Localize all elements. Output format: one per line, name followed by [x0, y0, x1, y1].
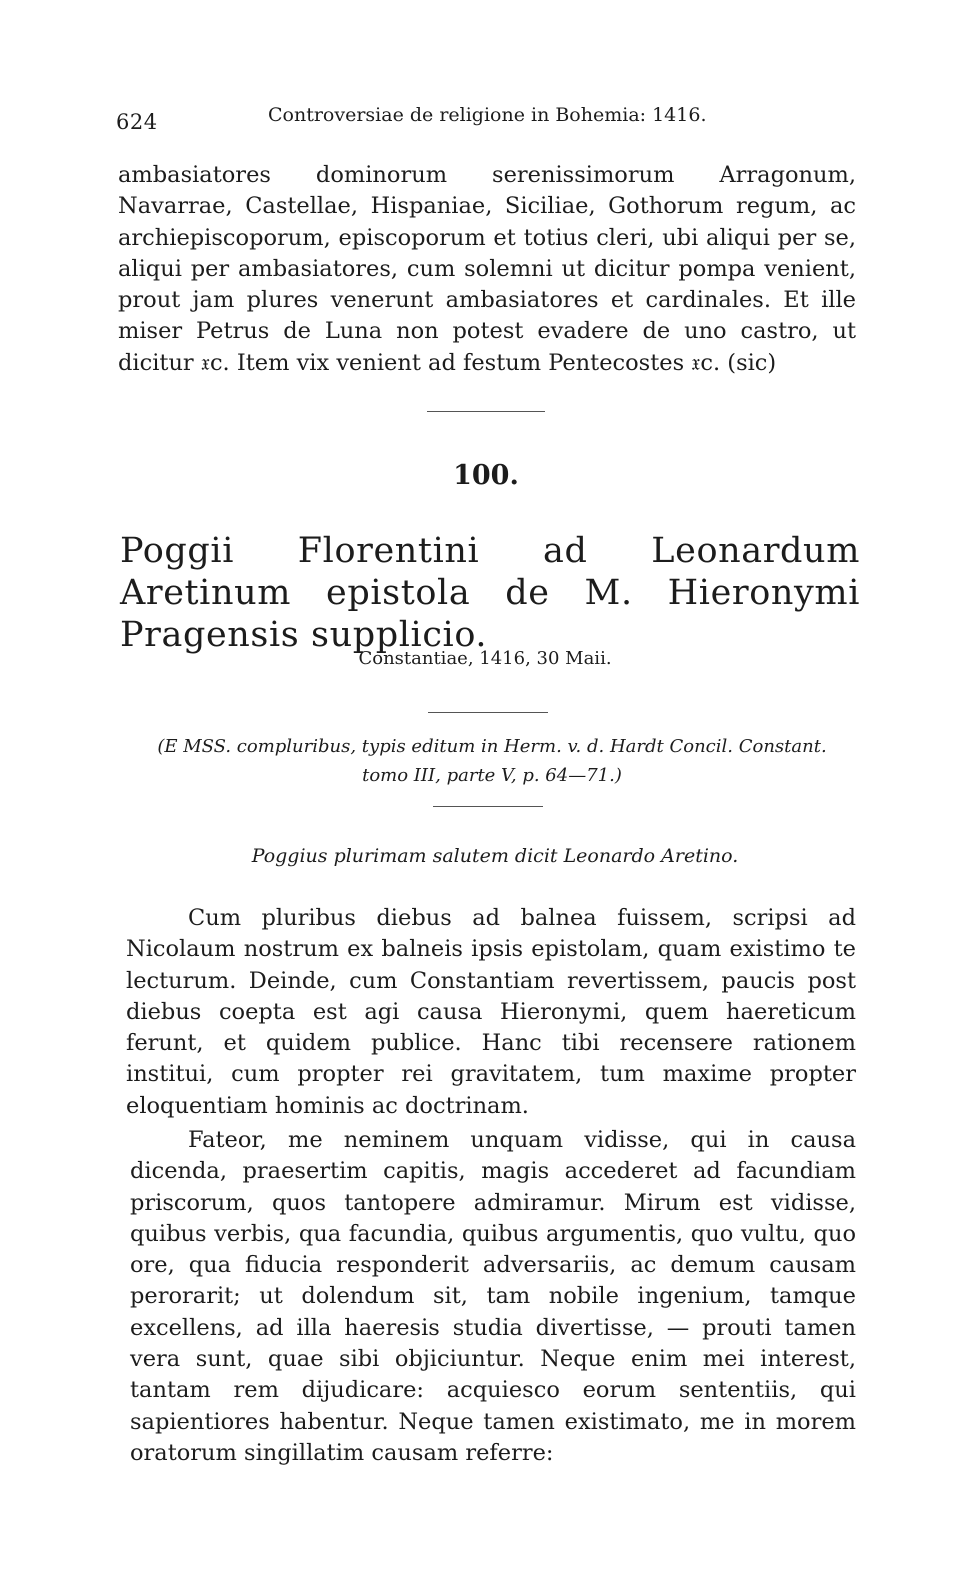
running-head: [116, 104, 856, 134]
running-title: Controversiae de religione in Bohemia: 1416.: [268, 104, 707, 126]
source-divider-bottom: [433, 806, 543, 807]
body-paragraph-1: Cum pluribus diebus ad balnea fuissem, scripsi ad Nicolaum nostrum ex balneis ipsis epistolam, quam existimo te lecturum. Deinde, cum Constantiam revertissem, paucis post diebus coepta est agi causa Hieronymi, quem haereticum ferunt, et quidem publice. Hanc tibi recensere rationem institui, cum propter rei gravitatem, tum maxime propter eloquentiam hominis ac doctrinam.: [126, 905, 856, 1119]
document-title: Poggii Florentini ad Leonardum Aretinum epistola de M. Hieronymi Pragensis supplicio.: [120, 531, 860, 655]
section-divider: [427, 411, 545, 412]
source-divider-top: [428, 712, 548, 713]
previous-document-text: ambasiatores dominorum serenissimorum Arragonum, Navarrae, Castellae, Hispaniae, Siciliae, Gothorum regum, ac archiepiscoporum, episcoporum et totius cleri, ubi aliqui per se, aliqui per ambasiatores, cum solemni ut dicitur pompa venient, prout jam plures venerunt ambasiatores et cardinales. Et ille miser Petrus de Luna non potest evadere de uno castro, ut dicitur 𝔵c. Item vix venient ad festum Pentecostes 𝔵c. (sic): [118, 162, 856, 376]
page-number: 624: [116, 110, 158, 134]
salutation: Poggius plurimam salutem dicit Leonardo Aretino.: [251, 845, 739, 867]
body-paragraph-2: Fateor, me neminem unquam vidisse, qui in causa dicenda, praesertim capitis, magis accederet ad facundiam priscorum, quos tantopere admiramur. Mirum est vidisse, quibus verbis, qua facundia, quibus argumentis, quo vultu, quo ore, qua fiducia responderit adversariis, ac demum causam perorarit; ut dolendum sit, tam nobile ingenium, tamque excellens, ad illa haeresis studia divertisse, — prouti tamen vera sunt, quae sibi objiciuntur. Neque enim mei interest, tantam rem dijudicare: acquiesco eorum sententiis, qui sapientiores habentur. Neque tamen existimato, me in morem oratorum singillatim causam referre:: [130, 1127, 856, 1466]
document-number: 100.: [453, 460, 519, 491]
source-note: (E MSS. compluribus, typis editum in Herm. v. d. Hardt Concil. Constant. tomo III, parte V, p. 64—71.): [157, 736, 827, 786]
dateline: Constantiae, 1416, 30 Maii.: [358, 648, 612, 669]
